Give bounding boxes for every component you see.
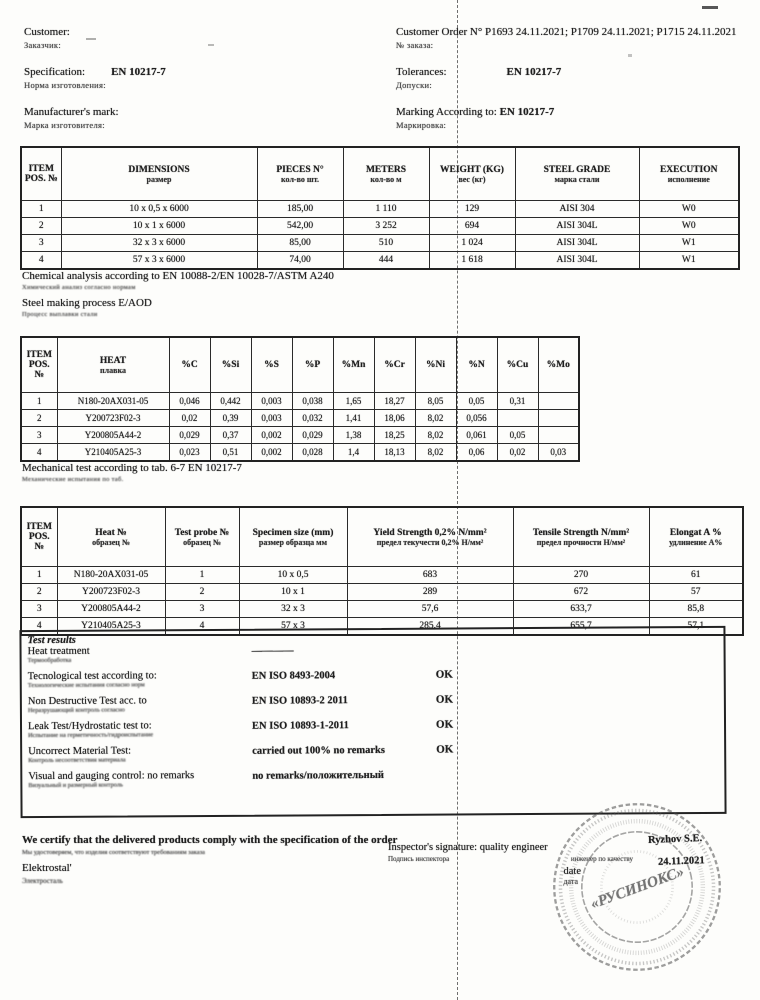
manufacturers-mark-label-ru: Марка изготовителя: bbox=[24, 120, 105, 130]
dimensions-table-row bbox=[21, 235, 739, 252]
test-result-label: Heat treatment bbox=[27, 645, 90, 658]
steel-making-process-text-ru: Процесс выплавки стали bbox=[22, 311, 98, 318]
mechanical-table-row bbox=[21, 601, 743, 618]
cell-si: 0,39 bbox=[210, 410, 251, 427]
cell-heat-no: Y210405A25-3 bbox=[57, 618, 165, 636]
manufacturers-mark-field bbox=[24, 106, 384, 132]
cell-mo: 0,03 bbox=[538, 444, 579, 462]
mechanical-test-note bbox=[22, 462, 242, 486]
mechanical-table bbox=[20, 506, 744, 636]
cell-c: 0,02 bbox=[169, 410, 210, 427]
cell-mn: 1,38 bbox=[333, 427, 374, 444]
cell-tensile: 672 bbox=[513, 584, 649, 601]
specification-label: Specification: bbox=[24, 66, 86, 78]
test-result-status: OK bbox=[435, 693, 454, 706]
cell-pos: 2 bbox=[21, 218, 61, 235]
col-specimen-size: Specimen size (mm) bbox=[252, 527, 334, 538]
cell-n: 0,061 bbox=[456, 427, 497, 444]
cell-pos: 1 bbox=[21, 567, 57, 584]
quality-engineer-label-ru: инженер по качеству bbox=[570, 855, 633, 863]
cell-pos: 3 bbox=[21, 601, 57, 618]
cell-meters: 510 bbox=[343, 235, 429, 252]
cell-pos: 2 bbox=[21, 410, 57, 427]
cell-pieces: 542,00 bbox=[257, 218, 343, 235]
cell-yield: 289 bbox=[347, 584, 513, 601]
cell-specimen-size: 32 x 3 bbox=[239, 601, 347, 618]
col-steel-grade: STEEL GRADE bbox=[543, 164, 611, 175]
col-c: %C bbox=[181, 360, 198, 370]
inspector-name: Ryzhov S.E. bbox=[647, 833, 703, 846]
test-results-title: Test results bbox=[27, 634, 76, 647]
mechanical-table-row bbox=[21, 567, 743, 584]
cell-steel-grade: AISI 304 bbox=[515, 201, 639, 218]
test-result-label-ru: Визуальный и размерный контроль bbox=[28, 781, 123, 790]
cell-c: 0,023 bbox=[169, 444, 210, 462]
test-result-value: carried out 100% no remarks bbox=[252, 744, 386, 757]
cell-mo bbox=[538, 410, 579, 427]
cell-si: 0,37 bbox=[210, 427, 251, 444]
mechanical-test-text-ru: Механические испытания по таб. bbox=[22, 476, 124, 483]
test-result-value: EN ISO 10893-1-2011 bbox=[251, 720, 349, 732]
dimensions-table-row bbox=[21, 201, 739, 218]
mill-name: Elektrostal' bbox=[22, 862, 72, 874]
chemical-analysis-text: Chemical analysis according to EN 10088-2/EN 10028-7/ASTM A240 bbox=[22, 270, 334, 282]
cell-mo bbox=[538, 427, 579, 444]
chemical-analysis-text-ru: Химический анализ согласно нормам bbox=[22, 284, 136, 291]
cell-p: 0,032 bbox=[292, 410, 333, 427]
col-si: %Si bbox=[221, 360, 240, 370]
mechanical-table-header-row: ITEM POS. № Heat № образец № Test probe № образец № Specimen size (mm) размер образца мм Yield Strength 0,2% N/mm² предел текучести 0,2% Н/мм² Tensile Strength N/mm² предел прочности Н/мм² Elongat A % удлинение A% bbox=[21, 507, 743, 567]
test-results-box bbox=[19, 626, 726, 818]
cell-p: 0,029 bbox=[292, 427, 333, 444]
marking-field bbox=[396, 106, 741, 132]
test-result-label: Uncorrect Material Test: bbox=[28, 745, 132, 758]
test-result-label-ru: Термообработка bbox=[27, 656, 72, 665]
cell-dimensions: 32 x 3 x 6000 bbox=[61, 235, 257, 252]
specification-field bbox=[24, 66, 384, 92]
cell-heat: Y200805A44-2 bbox=[57, 427, 169, 444]
col-elongation: Elongat A % bbox=[669, 527, 722, 538]
cell-specimen-size: 57 x 3 bbox=[239, 618, 347, 636]
manufacturers-mark-label: Manufacturer's mark: bbox=[24, 106, 119, 118]
customer-order-label: Customer Order N° P1693 24.11.2021; P1709 24.11.2021; P1715 24.11.2021 bbox=[396, 26, 737, 38]
test-result-label-ru: Технологические испытания согласно норм bbox=[27, 681, 145, 690]
cell-cu: 0,05 bbox=[497, 427, 538, 444]
cell-cu: 0,02 bbox=[497, 444, 538, 462]
tolerances-value: EN 10217-7 bbox=[506, 66, 562, 78]
cell-si: 0,442 bbox=[210, 393, 251, 410]
dimensions-table-row bbox=[21, 218, 739, 235]
cell-cr: 18,06 bbox=[374, 410, 415, 427]
cell-cr: 18,13 bbox=[374, 444, 415, 462]
inspector-signature-label: Inspector's signature: quality engineer bbox=[388, 842, 548, 853]
test-result-label-ru: Контроль несоответствия материала bbox=[28, 756, 126, 765]
mechanical-table-row bbox=[21, 584, 743, 601]
cell-s: 0,002 bbox=[251, 444, 292, 462]
signature-date: 24.11.2021 bbox=[657, 855, 705, 868]
test-result-status: OK bbox=[435, 718, 454, 731]
test-result-status: OK bbox=[436, 743, 454, 756]
cell-weight: 1 618 bbox=[429, 252, 515, 270]
cell-pieces: 85,00 bbox=[257, 235, 343, 252]
cell-p: 0,038 bbox=[292, 393, 333, 410]
test-result-label-ru: Неразрушающий контроль согласно bbox=[27, 706, 125, 715]
cell-n: 0,05 bbox=[456, 393, 497, 410]
cell-execution: W0 bbox=[639, 218, 739, 235]
cell-pos: 4 bbox=[21, 252, 61, 270]
cell-n: 0,06 bbox=[456, 444, 497, 462]
test-result-label-ru: Испытание на герметичность/гидроиспытание bbox=[28, 731, 154, 740]
date-label: date bbox=[563, 866, 581, 877]
marking-label-ru: Маркировка: bbox=[396, 120, 447, 130]
header-right bbox=[396, 26, 741, 146]
heat-table-header-row: ITEM POS. № HEAT плавка %C %Si %S %P %Mn %Cr %Ni %N %Cu %Mo bbox=[21, 337, 579, 393]
cell-heat: Y210405A25-3 bbox=[57, 444, 169, 462]
cell-dimensions: 10 x 1 x 6000 bbox=[61, 218, 257, 235]
cell-pos: 1 bbox=[21, 201, 61, 218]
cell-dimensions: 10 x 0,5 x 6000 bbox=[61, 201, 257, 218]
customer-label-ru: Заказчик: bbox=[24, 40, 62, 50]
customer-order-label-ru: № заказа: bbox=[396, 40, 434, 50]
cell-p: 0,028 bbox=[292, 444, 333, 462]
cell-pos: 3 bbox=[21, 427, 57, 444]
cell-weight: 129 bbox=[429, 201, 515, 218]
cell-ni: 8,02 bbox=[415, 410, 456, 427]
cell-ni: 8,02 bbox=[415, 444, 456, 462]
test-result-value: EN ISO 8493-2004 bbox=[251, 670, 336, 682]
cell-execution: W0 bbox=[639, 201, 739, 218]
cell-s: 0,002 bbox=[251, 427, 292, 444]
tolerances-field bbox=[396, 66, 741, 92]
test-result-value: ———— bbox=[251, 645, 294, 657]
cell-specimen-size: 10 x 1 bbox=[239, 584, 347, 601]
col-meters: METERS bbox=[365, 164, 407, 175]
cell-test-probe: 3 bbox=[165, 601, 239, 618]
col-s: %S bbox=[264, 360, 279, 370]
cell-c: 0,046 bbox=[169, 393, 210, 410]
dimensions-table-header-row: ITEM POS. № DIMENSIONS размер PIECES N° кол-во шт. METERS кол-во м WEIGHT (KG) вес (кг) STEEL GRADE марка стали EXECUTION исполнение bbox=[21, 147, 739, 201]
test-result-label: Visual and gauging control: no remarks bbox=[28, 770, 195, 783]
cell-cr: 18,25 bbox=[374, 427, 415, 444]
cell-dimensions: 57 x 3 x 6000 bbox=[61, 252, 257, 270]
test-result-label: Non Destructive Test acc. to bbox=[27, 695, 147, 708]
cell-heat-no: Y200805A44-2 bbox=[57, 601, 165, 618]
cell-meters: 444 bbox=[343, 252, 429, 270]
cell-pos: 2 bbox=[21, 584, 57, 601]
test-result-label: Leak Test/Hydrostatic test to: bbox=[27, 720, 152, 733]
date-label-ru: дата bbox=[563, 877, 578, 886]
test-result-value: EN ISO 10893-2 2011 bbox=[251, 695, 348, 707]
cell-steel-grade: AISI 304L bbox=[515, 218, 639, 235]
cell-test-probe: 4 bbox=[165, 618, 239, 636]
cell-heat: Y200723F02-3 bbox=[57, 410, 169, 427]
cell-ni: 8,05 bbox=[415, 393, 456, 410]
cell-ni: 8,02 bbox=[415, 427, 456, 444]
cell-pos: 1 bbox=[21, 393, 57, 410]
col-test-probe: Test probe № bbox=[174, 527, 230, 538]
cell-pieces: 74,00 bbox=[257, 252, 343, 270]
cell-specimen-size: 10 x 0,5 bbox=[239, 567, 347, 584]
certify-statement-ru: Мы удостоверяем, что изделия соответствуют требованиям заказа bbox=[22, 849, 206, 856]
col-tensile-strength: Tensile Strength N/mm² bbox=[532, 527, 630, 538]
cell-meters: 3 252 bbox=[343, 218, 429, 235]
customer-order-field bbox=[396, 26, 741, 52]
cell-execution: W1 bbox=[639, 252, 739, 270]
col-yield-strength: Yield Strength 0,2% N/mm² bbox=[373, 527, 487, 538]
cell-test-probe: 1 bbox=[165, 567, 239, 584]
cell-mn: 1,65 bbox=[333, 393, 374, 410]
cell-execution: W1 bbox=[639, 235, 739, 252]
col-p: %P bbox=[304, 360, 321, 370]
col-dimensions: DIMENSIONS bbox=[128, 164, 190, 175]
cell-yield: 57,6 bbox=[347, 601, 513, 618]
col-heat: HEAT bbox=[99, 355, 127, 366]
mill-name-ru: Электросталь bbox=[22, 877, 63, 885]
cell-c: 0,029 bbox=[169, 427, 210, 444]
cell-heat-no: N180-20AX031-05 bbox=[57, 567, 165, 584]
customer-field bbox=[24, 26, 384, 52]
test-result-value: no remarks/положительный bbox=[252, 769, 384, 782]
marking-value: EN 10217-7 bbox=[499, 106, 555, 118]
cell-yield: 285,4 bbox=[347, 618, 513, 636]
certify-statement: We certify that the delivered products comply with the specification of the order bbox=[22, 834, 398, 846]
cell-test-probe: 2 bbox=[165, 584, 239, 601]
cell-steel-grade: AISI 304L bbox=[515, 252, 639, 270]
col-cr: %Cr bbox=[384, 360, 405, 370]
cell-mn: 1,41 bbox=[333, 410, 374, 427]
customer-label: Customer: bbox=[24, 26, 70, 38]
cell-pos: 4 bbox=[21, 618, 57, 636]
col-execution: EXECUTION bbox=[659, 164, 718, 175]
header-left bbox=[24, 26, 384, 146]
cell-tensile: 655,7 bbox=[513, 618, 649, 636]
test-result-row bbox=[28, 767, 718, 796]
cell-pos: 4 bbox=[21, 444, 57, 462]
cell-elongation: 85,8 bbox=[649, 601, 743, 618]
cell-cu bbox=[497, 410, 538, 427]
heat-table-row bbox=[21, 444, 579, 462]
cell-weight: 694 bbox=[429, 218, 515, 235]
tolerances-label: Tolerances: bbox=[396, 66, 447, 78]
cell-mo bbox=[538, 393, 579, 410]
col-mn: %Mn bbox=[341, 360, 366, 370]
cell-elongation: 57,1 bbox=[649, 618, 743, 636]
cell-meters: 1 110 bbox=[343, 201, 429, 218]
cell-cr: 18,27 bbox=[374, 393, 415, 410]
col-n: %N bbox=[468, 360, 485, 370]
marking-label: Marking According to: bbox=[396, 106, 497, 118]
specification-label-ru: Норма изготовления: bbox=[24, 80, 106, 90]
cell-heat: N180-20AX031-05 bbox=[57, 393, 169, 410]
cell-elongation: 57 bbox=[649, 584, 743, 601]
col-item-pos: ITEM POS. № bbox=[24, 164, 58, 184]
cell-weight: 1 024 bbox=[429, 235, 515, 252]
col-pieces: PIECES N° bbox=[276, 164, 324, 175]
cell-s: 0,003 bbox=[251, 393, 292, 410]
cell-heat-no: Y200723F02-3 bbox=[57, 584, 165, 601]
cell-tensile: 633,7 bbox=[513, 601, 649, 618]
scan-artifact bbox=[702, 6, 718, 9]
cell-tensile: 270 bbox=[513, 567, 649, 584]
col-cu: %Cu bbox=[506, 360, 529, 370]
heat-table-row bbox=[21, 410, 579, 427]
cell-yield: 683 bbox=[347, 567, 513, 584]
col-mo: %Mo bbox=[546, 360, 570, 370]
chemical-analysis-note bbox=[22, 270, 334, 321]
cell-n: 0,056 bbox=[456, 410, 497, 427]
mechanical-test-text: Mechanical test according to tab. 6-7 EN 10217-7 bbox=[22, 462, 242, 474]
col-item-pos: ITEM POS. № bbox=[26, 522, 52, 552]
stamp-center-text: «РУСИНОКС» bbox=[588, 863, 687, 913]
inspector-signature-label-ru: Подпись инспектора bbox=[388, 855, 450, 863]
dimensions-table-row bbox=[21, 252, 739, 270]
heat-table-row bbox=[21, 393, 579, 410]
specification-value: EN 10217-7 bbox=[111, 66, 166, 78]
steel-making-process-text: Steel making process E/AOD bbox=[22, 297, 152, 309]
heat-analysis-table bbox=[20, 336, 580, 462]
cell-si: 0,51 bbox=[210, 444, 251, 462]
col-ni: %Ni bbox=[426, 360, 445, 370]
cell-s: 0,003 bbox=[251, 410, 292, 427]
col-item-pos: ITEM POS. № bbox=[26, 350, 52, 380]
cell-steel-grade: AISI 304L bbox=[515, 235, 639, 252]
dimensions-table bbox=[20, 146, 740, 270]
heat-table-row bbox=[21, 427, 579, 444]
cell-mn: 1,4 bbox=[333, 444, 374, 462]
tolerances-label-ru: Допуски: bbox=[396, 80, 433, 90]
test-result-status: OK bbox=[435, 668, 453, 681]
cell-elongation: 61 bbox=[649, 567, 743, 584]
col-heat-no: Heat № bbox=[95, 527, 127, 538]
cell-pos: 3 bbox=[21, 235, 61, 252]
test-result-label: Tecnological test according to: bbox=[27, 670, 157, 683]
cell-pieces: 185,00 bbox=[257, 201, 343, 218]
col-weight: WEIGHT (KG) bbox=[440, 164, 504, 175]
cell-cu: 0,31 bbox=[497, 393, 538, 410]
